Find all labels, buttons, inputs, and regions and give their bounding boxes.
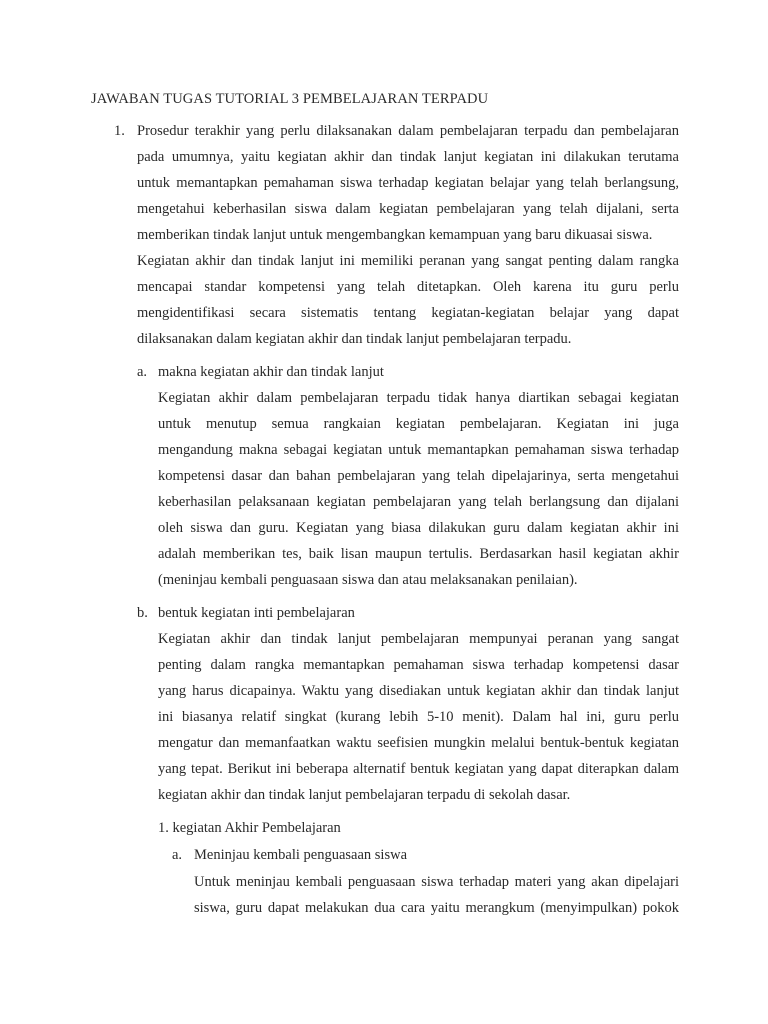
paragraph-line: pada umumnya, yaitu kegiatan akhir dan tindak lanjut kegiatan ini dilakukan terutama (137, 149, 679, 165)
paragraph-line: Kegiatan akhir dalam pembelajaran terpadu tidak hanya diartikan sebagai kegiatan (158, 390, 679, 406)
paragraph-line: untuk memantapkan pemahaman siswa terhadap kegiatan belajar yang telah berlangsung, (137, 175, 679, 191)
paragraph-line: keberhasilan pelaksanaan kegiatan pembelajaran yang telah berlangsung dan dijalani (158, 494, 679, 510)
paragraph-line: oleh siswa dan guru. Kegiatan yang biasa dilakukan guru dalam kegiatan akhir ini (158, 520, 679, 536)
list-marker-b: b. (137, 605, 148, 621)
subsection-heading: Meninjau kembali penguasaan siswa (194, 847, 408, 863)
document-title: JAWABAN TUGAS TUTORIAL 3 PEMBELAJARAN TERPADU (91, 91, 489, 107)
paragraph-line: siswa, guru dapat melakukan dua cara yaitu merangkum (menyimpulkan) pokok (194, 900, 679, 916)
paragraph-line: (meninjau kembali penguasaan siswa dan atau melaksanakan penilaian). (158, 572, 578, 588)
paragraph-line: Untuk meninjau kembali penguasaan siswa terhadap materi yang akan dipelajari (194, 874, 679, 890)
paragraph-line: yang harus dicapainya. Waktu yang disediakan untuk kegiatan akhir dan tindak lanjut (158, 683, 679, 699)
paragraph-line: mengidentifikasi secara sistematis tentang kegiatan-kegiatan belajar yang dapat (137, 305, 679, 321)
paragraph-line: mengandung makna sebagai kegiatan untuk memantapkan pemahaman siswa terhadap (158, 442, 679, 458)
paragraph-line: Kegiatan akhir dan tindak lanjut ini memiliki peranan yang sangat penting dalam rangka (137, 253, 679, 269)
list-marker-1: 1. (114, 123, 125, 139)
section-heading: makna kegiatan akhir dan tindak lanjut (158, 364, 384, 380)
paragraph-line: mencapai standar kompetensi yang telah ditetapkan. Oleh karena itu guru perlu (137, 279, 679, 295)
list-marker-a: a. (172, 847, 183, 863)
paragraph-line: dilaksanakan dalam kegiatan akhir dan tindak lanjut pembelajaran terpadu. (137, 331, 572, 347)
list-marker-a: a. (137, 364, 148, 380)
paragraph-line: mengetahui keberhasilan siswa dalam kegiatan pembelajaran yang telah dijalani, serta (137, 201, 679, 217)
paragraph-line: untuk menutup semua rangkaian kegiatan pembelajaran. Kegiatan ini juga (158, 416, 679, 432)
paragraph-line: penting dalam rangka memantapkan pemahaman siswa terhadap kompetensi dasar (158, 657, 679, 673)
paragraph-line: yang tepat. Berikut ini beberapa alternatif bentuk kegiatan yang dapat diterapkan dalam (158, 761, 679, 777)
section-heading: bentuk kegiatan inti pembelajaran (158, 605, 355, 621)
paragraph-line: memberikan tindak lanjut untuk mengembangkan kemampuan yang baru dikuasai siswa. (137, 227, 653, 243)
subsection-heading: 1. kegiatan Akhir Pembelajaran (158, 820, 341, 836)
paragraph-line: kompetensi dasar dan bahan pembelajaran yang telah dipelajarinya, serta mengetahui (158, 468, 679, 484)
paragraph-line: adalah memberikan tes, baik lisan maupun tertulis. Berdasarkan hasil kegiatan akhir (158, 546, 679, 562)
paragraph-line: kegiatan akhir dan tindak lanjut pembelajaran terpadu di sekolah dasar. (158, 787, 571, 803)
paragraph-line: ini biasanya relatif singkat (kurang lebih 5-10 menit). Dalam hal ini, guru perlu (158, 709, 679, 725)
paragraph-line: Prosedur terakhir yang perlu dilaksanakan dalam pembelajaran terpadu dan pembelajaran (137, 123, 679, 139)
paragraph-line: Kegiatan akhir dan tindak lanjut pembelajaran mempunyai peranan yang sangat (158, 631, 679, 647)
paragraph-line: mengatur dan memanfaatkan waktu seefisien mungkin melalui bentuk-bentuk kegiatan (158, 735, 679, 751)
